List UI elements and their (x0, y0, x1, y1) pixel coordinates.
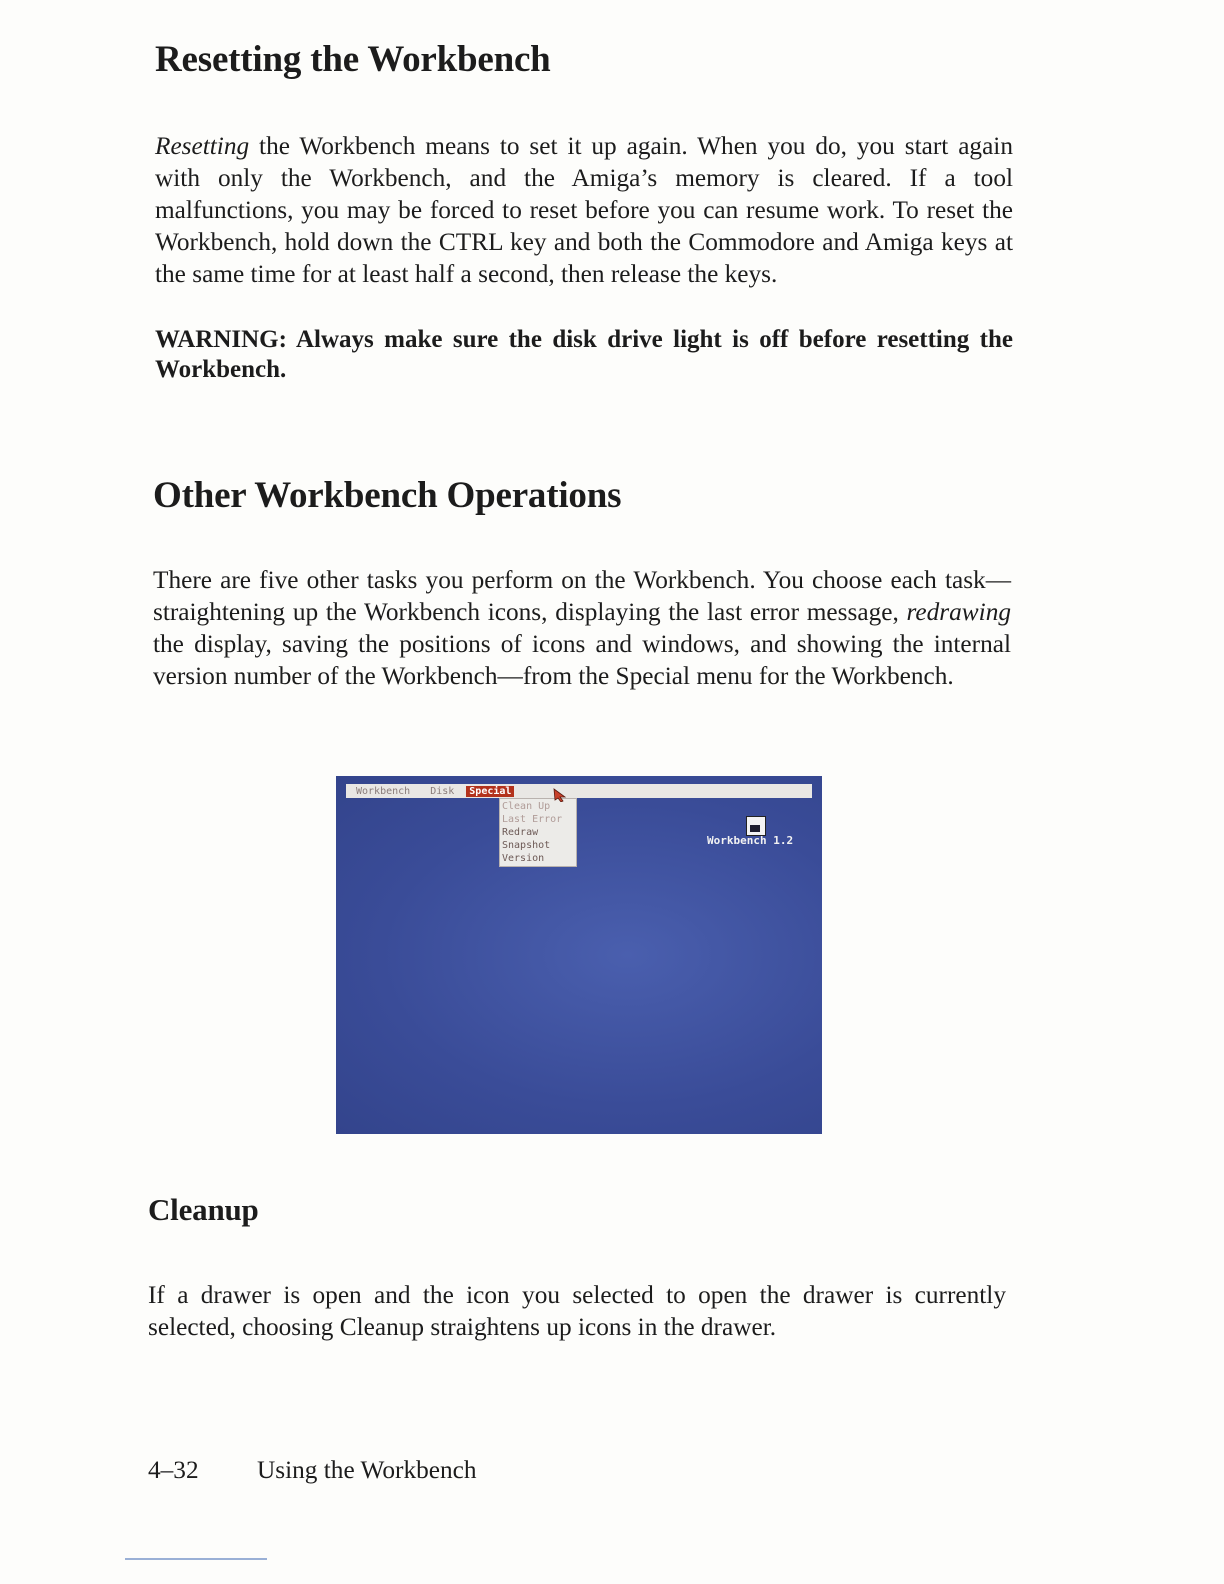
heading-other-operations: Other Workbench Operations (153, 475, 622, 516)
disk-label: Workbench 1.2 (707, 834, 794, 847)
menu-item-last-error[interactable]: Last Error (502, 814, 563, 825)
paragraph-cleanup: If a drawer is open and the icon you selected to open the drawer is currently selected, choosing Cleanup straightens up icons in the drawer. (148, 1281, 1006, 1341)
menu-bar (346, 784, 812, 798)
mouse-pointer-icon (553, 788, 567, 802)
menu-workbench[interactable]: Workbench (356, 785, 411, 797)
menu-item-snapshot[interactable]: Snapshot (502, 840, 551, 851)
special-menu-dropdown (499, 798, 577, 867)
paragraph-other-part1: There are five other tasks you perform on the Workbench. You choose each task—straightening up the Workbench icons, displaying the last error message, (153, 566, 1011, 626)
menu-item-redraw[interactable]: Redraw (502, 827, 539, 838)
footer-chapter-title: Using the Workbench (257, 1456, 477, 1484)
workbench-screenshot (336, 776, 822, 1134)
menu-disk[interactable]: Disk (430, 785, 455, 797)
italic-term-resetting: Resetting (155, 132, 250, 160)
italic-term-redrawing: redrawing (906, 598, 1011, 626)
menu-special[interactable]: Special (466, 786, 514, 797)
heading-cleanup: Cleanup (148, 1192, 259, 1227)
menu-item-version[interactable]: Version (502, 853, 545, 864)
heading-resetting-workbench: Resetting the Workbench (155, 39, 551, 80)
paragraph-other-operations (153, 564, 1011, 692)
warning-note: WARNING: Always make sure the disk drive light is off before resetting the Workbench. (155, 326, 1013, 383)
page-edge-line (125, 1558, 267, 1560)
menu-item-clean-up[interactable]: Clean Up (502, 801, 551, 812)
paragraph-resetting (155, 130, 1013, 290)
paragraph-resetting-text: the Workbench means to set it up again. When you do, you start again with only the Workbench, and the Amiga’s memory is cleared. If a tool malfunctions, you may be forced to reset before you can resume work. To reset the Workbench, hold down the CTRL key and both the Commodore and Amiga keys at the same time for at least half a second, then release the keys. (155, 132, 1013, 288)
disk-icon[interactable] (746, 816, 766, 836)
paragraph-other-part2: the display, saving the positions of icons and windows, and showing the internal version number of the Workbench—from the Special menu for the Workbench. (153, 630, 1011, 690)
page-number: 4–32 (148, 1456, 199, 1484)
